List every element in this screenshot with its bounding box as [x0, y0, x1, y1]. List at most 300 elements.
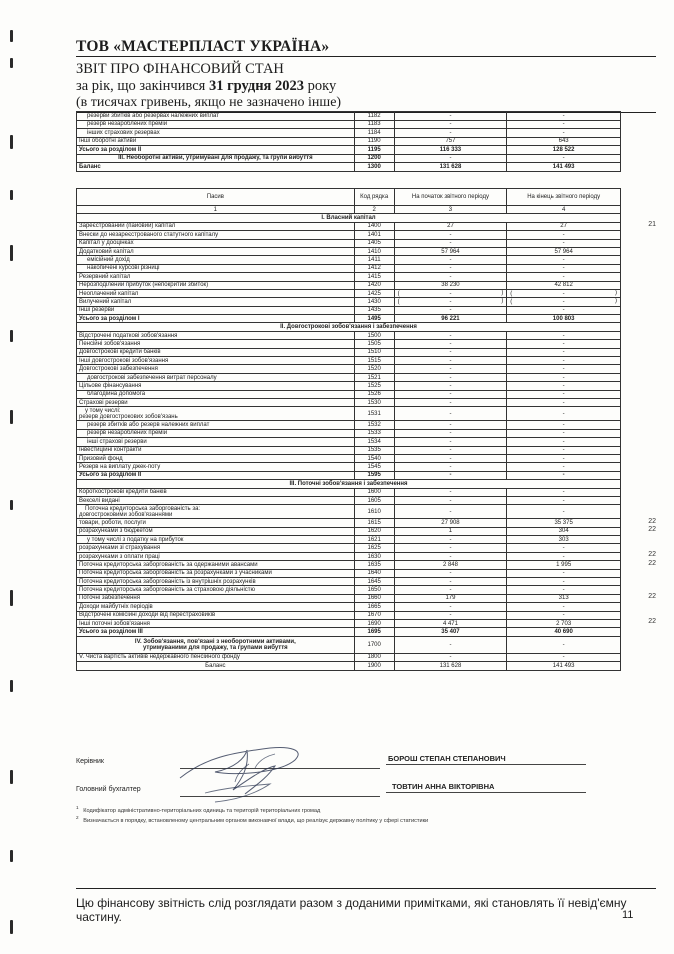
row-code: 1531 [354, 407, 394, 421]
row-code: 1690 [354, 619, 394, 627]
row-label-line: у тому числі: [85, 407, 121, 414]
row-label: товари, роботи, послуги [77, 519, 355, 527]
row-code: 1520 [354, 365, 394, 373]
row-label: Інші оборотні активи [77, 137, 355, 146]
row-code: 1530 [354, 398, 394, 406]
header-code: Код рядка [354, 189, 394, 206]
value-end: - [507, 154, 621, 163]
value-end: 141 493 [507, 163, 621, 172]
value-end: 40 690 [507, 628, 621, 636]
value-beginning: 1 [394, 527, 507, 535]
row-code: 1533 [354, 429, 394, 437]
accountant-name: ТОВТИН АННА ВІКТОРІВНА [392, 782, 495, 791]
row-code: 1532 [354, 421, 394, 429]
row-label [77, 407, 355, 421]
value-beginning: - [394, 578, 507, 586]
row-code: 1650 [354, 586, 394, 594]
row-code: 1195 [354, 146, 394, 155]
row-code: 1400 [354, 222, 394, 230]
row-label: Нерозподілений прибуток (непокритий збиток) [77, 281, 355, 289]
table-row [77, 382, 621, 390]
row-code: 1625 [354, 544, 394, 552]
table-row [77, 561, 621, 569]
row-label: інших страхових резервах [77, 129, 355, 138]
row-code: 1510 [354, 348, 394, 356]
value-beginning: 2 848 [394, 561, 507, 569]
value-beginning: 35 407 [394, 628, 507, 636]
value-end: - [507, 488, 621, 496]
accountant-name-line [386, 792, 586, 793]
value-end: - [507, 569, 621, 577]
table-row [77, 446, 621, 454]
value-end: 128 522 [507, 146, 621, 155]
row-label: накопичені курсові різниці [77, 264, 355, 272]
value-end: - [507, 505, 621, 519]
footer-line [76, 888, 656, 889]
value-beginning: - [394, 373, 507, 381]
row-label: Поточна кредиторська заборгованість за страховою діяльністю [77, 586, 355, 594]
value-end: - [507, 496, 621, 504]
value-end: - [507, 653, 621, 661]
row-label: благодійна допомога [77, 390, 355, 398]
column-number: 4 [507, 206, 621, 214]
row-code: 1183 [354, 120, 394, 129]
section-row [77, 214, 621, 222]
row-label: Інвестиційні контракти [77, 446, 355, 454]
row-code: 1615 [354, 519, 394, 527]
section-title: І. Власний капітал [77, 214, 621, 222]
value-end: - [507, 340, 621, 348]
row-code: 1500 [354, 331, 394, 339]
value-end: 42 812 [507, 281, 621, 289]
table-row [77, 636, 621, 653]
row-code: 1535 [354, 446, 394, 454]
row-code: 1605 [354, 496, 394, 504]
table-row [77, 505, 621, 519]
note-reference: 22 [648, 593, 656, 601]
row-code: 1430 [354, 298, 394, 306]
value-beginning: - [394, 438, 507, 446]
table-row [77, 154, 621, 163]
table-row [77, 429, 621, 437]
table-header-row [77, 189, 621, 206]
row-code: 1545 [354, 463, 394, 471]
value-beginning: - [394, 390, 507, 398]
value-end: - [507, 365, 621, 373]
footer-text: Цю фінансову звітність слід розглядати разом з доданими примітками, які становлять її невід'ємну частину. [76, 896, 627, 924]
table-row [77, 222, 621, 230]
row-code: 1540 [354, 454, 394, 462]
table-row [77, 552, 621, 560]
note-reference: 22 [648, 618, 656, 626]
row-label-line: IV. Зобов'язання, пов'язані з необоротними активами, [134, 638, 296, 645]
row-label: Вилучений капітал [77, 298, 355, 306]
value-end: 303 [507, 536, 621, 544]
value-end: - [507, 552, 621, 560]
value-end: 141 493 [507, 662, 621, 670]
value-beginning: 38 230 [394, 281, 507, 289]
value-end: - [507, 264, 621, 272]
page-number: 11 [622, 909, 634, 921]
value-end: ( - ) [507, 289, 621, 297]
row-code: 1695 [354, 628, 394, 636]
value-beginning: - [394, 536, 507, 544]
row-label: ІІІ. Необоротні активи, утримувані для продажу, та групи вибуття [77, 154, 355, 163]
value-beginning: - [394, 603, 507, 611]
row-code: 1700 [354, 636, 394, 653]
parenthesized-value: - [449, 298, 452, 305]
row-code: 1595 [354, 471, 394, 479]
table-row [77, 398, 621, 406]
value-end: - [507, 578, 621, 586]
section-row [77, 480, 621, 488]
table-row [77, 146, 621, 155]
table-row [77, 298, 621, 306]
value-beginning: 116 333 [394, 146, 507, 155]
row-label: Баланс [77, 163, 355, 172]
table-row [77, 662, 621, 670]
value-beginning: - [394, 239, 507, 247]
value-beginning: - [394, 340, 507, 348]
table-row [77, 331, 621, 339]
row-label-line: утримуваними для продажу, та групами вибуття [143, 644, 288, 651]
row-label: довгострокові забезпечення витрат персоналу [77, 373, 355, 381]
value-beginning: - [394, 264, 507, 272]
row-label: резерви збитків або резервах належних виплат [77, 112, 355, 121]
value-beginning: - [394, 586, 507, 594]
value-end: - [507, 373, 621, 381]
value-end: - [507, 348, 621, 356]
row-code: 1534 [354, 438, 394, 446]
row-label: Усього за розділом ІІ [77, 146, 355, 155]
value-beginning: 57 964 [394, 247, 507, 255]
row-code: 1420 [354, 281, 394, 289]
table-row [77, 137, 621, 146]
row-code: 1630 [354, 552, 394, 560]
row-label [77, 505, 355, 519]
head-name: БОРОШ СТЕПАН СТЕПАНОВИЧ [388, 754, 506, 763]
row-label: Довгострокові кредити банків [77, 348, 355, 356]
row-code: 1521 [354, 373, 394, 381]
row-label: Інші поточні зобов'язання [77, 619, 355, 627]
value-beginning: 27 908 [394, 519, 507, 527]
row-code: 1645 [354, 578, 394, 586]
head-label: Керівник [76, 758, 104, 765]
value-beginning: - [394, 446, 507, 454]
row-label: Довгострокові забезпечення [77, 365, 355, 373]
value-beginning: - [394, 273, 507, 281]
value-beginning: ( - ) [394, 298, 507, 306]
value-beginning: - [394, 496, 507, 504]
section-title: ІІ. Довгострокові зобов'язання і забезпечення [77, 323, 621, 331]
row-code: 1190 [354, 137, 394, 146]
value-beginning: - [394, 231, 507, 239]
value-beginning: - [394, 552, 507, 560]
value-end: 304 [507, 527, 621, 535]
value-beginning: 96 221 [394, 315, 507, 323]
row-code: 1412 [354, 264, 394, 272]
row-code: 1640 [354, 569, 394, 577]
row-label: Поточна кредиторська заборгованість за розрахунками з учасниками [77, 569, 355, 577]
row-label: Додатковий капітал [77, 247, 355, 255]
row-code: 1800 [354, 653, 394, 661]
value-beginning: 179 [394, 594, 507, 602]
table-row [77, 306, 621, 314]
table-row [77, 438, 621, 446]
column-number: 3 [394, 206, 507, 214]
row-code: 1600 [354, 488, 394, 496]
note-reference: 22 [648, 517, 656, 525]
value-beginning: - [394, 454, 507, 462]
row-code: 1505 [354, 340, 394, 348]
row-code: 1415 [354, 273, 394, 281]
header-end: На кінець звітного періоду [507, 189, 621, 206]
row-code: 1200 [354, 154, 394, 163]
value-beginning: - [394, 129, 507, 138]
row-code: 1620 [354, 527, 394, 535]
table-row [77, 496, 621, 504]
row-label: Призовий фонд [77, 454, 355, 462]
value-beginning: 4 471 [394, 619, 507, 627]
value-end: - [507, 421, 621, 429]
row-code: 1635 [354, 561, 394, 569]
value-end: - [507, 239, 621, 247]
value-beginning: - [394, 306, 507, 314]
value-end: - [507, 438, 621, 446]
table-row [77, 373, 621, 381]
table-row [77, 471, 621, 479]
value-beginning: - [394, 120, 507, 129]
value-end: - [507, 357, 621, 365]
row-label: Поточні забезпечення [77, 594, 355, 602]
value-beginning: - [394, 653, 507, 661]
row-code: 1184 [354, 129, 394, 138]
table-row [77, 586, 621, 594]
table-row [77, 421, 621, 429]
parenthesized-value: - [449, 290, 452, 297]
row-label: у тому числі з податку на прибуток [77, 536, 355, 544]
table-row [77, 527, 621, 535]
value-end: 643 [507, 137, 621, 146]
row-code: 1405 [354, 239, 394, 247]
value-end: - [507, 256, 621, 264]
value-beginning: ( - ) [394, 289, 507, 297]
table-row [77, 544, 621, 552]
row-label-line: Поточна кредиторська заборгованість за: [85, 505, 201, 512]
head-name-line [386, 764, 586, 765]
value-end: - [507, 586, 621, 594]
value-end: - [507, 382, 621, 390]
row-label: Усього за розділом І [77, 315, 355, 323]
row-label: інші страхові резерви [77, 438, 355, 446]
row-label: Усього за розділом ІІ [77, 471, 355, 479]
value-end: - [507, 407, 621, 421]
value-beginning: - [394, 471, 507, 479]
row-code: 1900 [354, 662, 394, 670]
value-end: - [507, 454, 621, 462]
table-row [77, 488, 621, 496]
value-end: - [507, 429, 621, 437]
value-beginning: - [394, 505, 507, 519]
table-row [77, 628, 621, 636]
table-row [77, 407, 621, 421]
value-beginning: - [394, 331, 507, 339]
table-row [77, 653, 621, 661]
table-row [77, 390, 621, 398]
value-end: 1 995 [507, 561, 621, 569]
section-title: ІІІ. Поточні зобов'язання і забезпечення [77, 480, 621, 488]
row-code: 1435 [354, 306, 394, 314]
value-beginning: - [394, 154, 507, 163]
table-row [77, 340, 621, 348]
note-reference: 21 [648, 221, 656, 229]
report-period: за рік, що закінчився 31 грудня 2023 року [76, 78, 337, 94]
row-label: Резерв на виплату джек-поту [77, 463, 355, 471]
table-row [77, 594, 621, 602]
company-underline [76, 56, 656, 57]
row-code: 1525 [354, 382, 394, 390]
row-label: Відстрочені податкові зобов'язання [77, 331, 355, 339]
row-label: розрахунками з бюджетом [77, 527, 355, 535]
column-number-row [77, 206, 621, 214]
row-label: розрахунками зі страхування [77, 544, 355, 552]
table-row [77, 120, 621, 129]
footnote-1: $^1$ Кодифікатор адміністративно-територіальних одиниць та територій територіальних громад [76, 805, 321, 814]
value-beginning: - [394, 488, 507, 496]
value-end: - [507, 463, 621, 471]
signature-image [175, 738, 325, 808]
value-beginning: - [394, 463, 507, 471]
value-beginning: - [394, 398, 507, 406]
row-label: Відстрочені комісійні доходи від перестраховиків [77, 611, 355, 619]
value-beginning: - [394, 544, 507, 552]
value-end: ( - ) [507, 298, 621, 306]
value-end: - [507, 446, 621, 454]
table-row [77, 619, 621, 627]
row-label: Зареєстрований (пайовий) капітал [77, 222, 355, 230]
row-label: Поточна кредиторська заборгованість за одержаними авансами [77, 561, 355, 569]
value-end: 35 375 [507, 519, 621, 527]
row-label: резерв збитків або резерв належних виплат [77, 421, 355, 429]
row-code: 1425 [354, 289, 394, 297]
liabilities-table [76, 188, 621, 671]
row-label: Внески до незареєстрованого статутного капіталу [77, 231, 355, 239]
accountant-label: Головний бухгалтер [76, 786, 141, 793]
value-beginning: - [394, 421, 507, 429]
value-beginning: - [394, 112, 507, 121]
row-label: розрахунками з оплати праці [77, 552, 355, 560]
row-code: 1410 [354, 247, 394, 255]
row-code: 1495 [354, 315, 394, 323]
row-code: 1665 [354, 603, 394, 611]
row-label: Усього за розділом ІІІ [77, 628, 355, 636]
table-row [77, 273, 621, 281]
value-beginning: - [394, 382, 507, 390]
value-end: - [507, 611, 621, 619]
value-beginning: - [394, 365, 507, 373]
table-row [77, 231, 621, 239]
row-label: Доходи майбутніх періодів [77, 603, 355, 611]
row-code: 1411 [354, 256, 394, 264]
row-label: Векселі видані [77, 496, 355, 504]
value-end: - [507, 231, 621, 239]
row-label: Резервний капітал [77, 273, 355, 281]
value-beginning: - [394, 357, 507, 365]
value-end: - [507, 120, 621, 129]
row-label: Інші резерви [77, 306, 355, 314]
table-row [77, 454, 621, 462]
value-beginning: - [394, 636, 507, 653]
row-label-line: резерв довгострокових зобов'язань [79, 413, 178, 420]
row-label: резерв незароблених премій [77, 120, 355, 129]
value-beginning: - [394, 407, 507, 421]
column-number: 1 [77, 206, 355, 214]
value-end: - [507, 544, 621, 552]
value-beginning: - [394, 429, 507, 437]
row-label: Неоплачений капітал [77, 289, 355, 297]
row-code: 1621 [354, 536, 394, 544]
value-beginning: - [394, 569, 507, 577]
value-beginning: 131 628 [394, 163, 507, 172]
row-code: 1182 [354, 112, 394, 121]
table-row [77, 519, 621, 527]
row-label-line: довгостроковими зобов'язаннями [79, 511, 173, 518]
row-label: Поточна кредиторська заборгованість із внутрішніх розрахунків [77, 578, 355, 586]
value-end: 27 [507, 222, 621, 230]
row-code: 1526 [354, 390, 394, 398]
value-end: - [507, 331, 621, 339]
table-row [77, 365, 621, 373]
row-label: Цільове фінансування [77, 382, 355, 390]
row-label: Короткострокові кредити банків [77, 488, 355, 496]
row-code: 1300 [354, 163, 394, 172]
header-liabilities: Пасив [77, 189, 355, 206]
table-row [77, 463, 621, 471]
value-beginning: - [394, 256, 507, 264]
parenthesized-value: - [562, 298, 565, 305]
table-row [77, 163, 621, 172]
value-end: 2 703 [507, 619, 621, 627]
table-row [77, 348, 621, 356]
footnote-2: $^2$ Визначається в порядку, встановленому центральним органом виконавчої влади, що реалізує державну політику у сфері статистики [76, 815, 429, 824]
row-code: 1670 [354, 611, 394, 619]
row-label: резерв незароблених премій [77, 429, 355, 437]
value-beginning: 131 628 [394, 662, 507, 670]
row-label: Страхові резерви [77, 398, 355, 406]
header-beginning: На початок звітного періоду [394, 189, 507, 206]
value-end: - [507, 112, 621, 121]
row-code: 1515 [354, 357, 394, 365]
table-row [77, 281, 621, 289]
note-reference: 22 [648, 559, 656, 567]
table-row [77, 569, 621, 577]
note-reference: 22 [648, 526, 656, 534]
table-row [77, 289, 621, 297]
value-end: - [507, 398, 621, 406]
table-row [77, 256, 621, 264]
company-name: ТОВ «МАСТЕРПЛАСТ УКРАЇНА» [76, 38, 330, 55]
row-code: 1610 [354, 505, 394, 519]
report-units: (в тисячах гривень, якщо не зазначено інше) [76, 95, 342, 110]
value-end: - [507, 129, 621, 138]
row-label [77, 636, 355, 653]
row-label: Інші довгострокові зобов'язання [77, 357, 355, 365]
value-end: 100 803 [507, 315, 621, 323]
table-row [77, 247, 621, 255]
report-title: ЗВІТ ПРО ФІНАНСОВИЙ СТАН [76, 61, 284, 77]
value-end: - [507, 471, 621, 479]
note-reference: 22 [648, 551, 656, 559]
